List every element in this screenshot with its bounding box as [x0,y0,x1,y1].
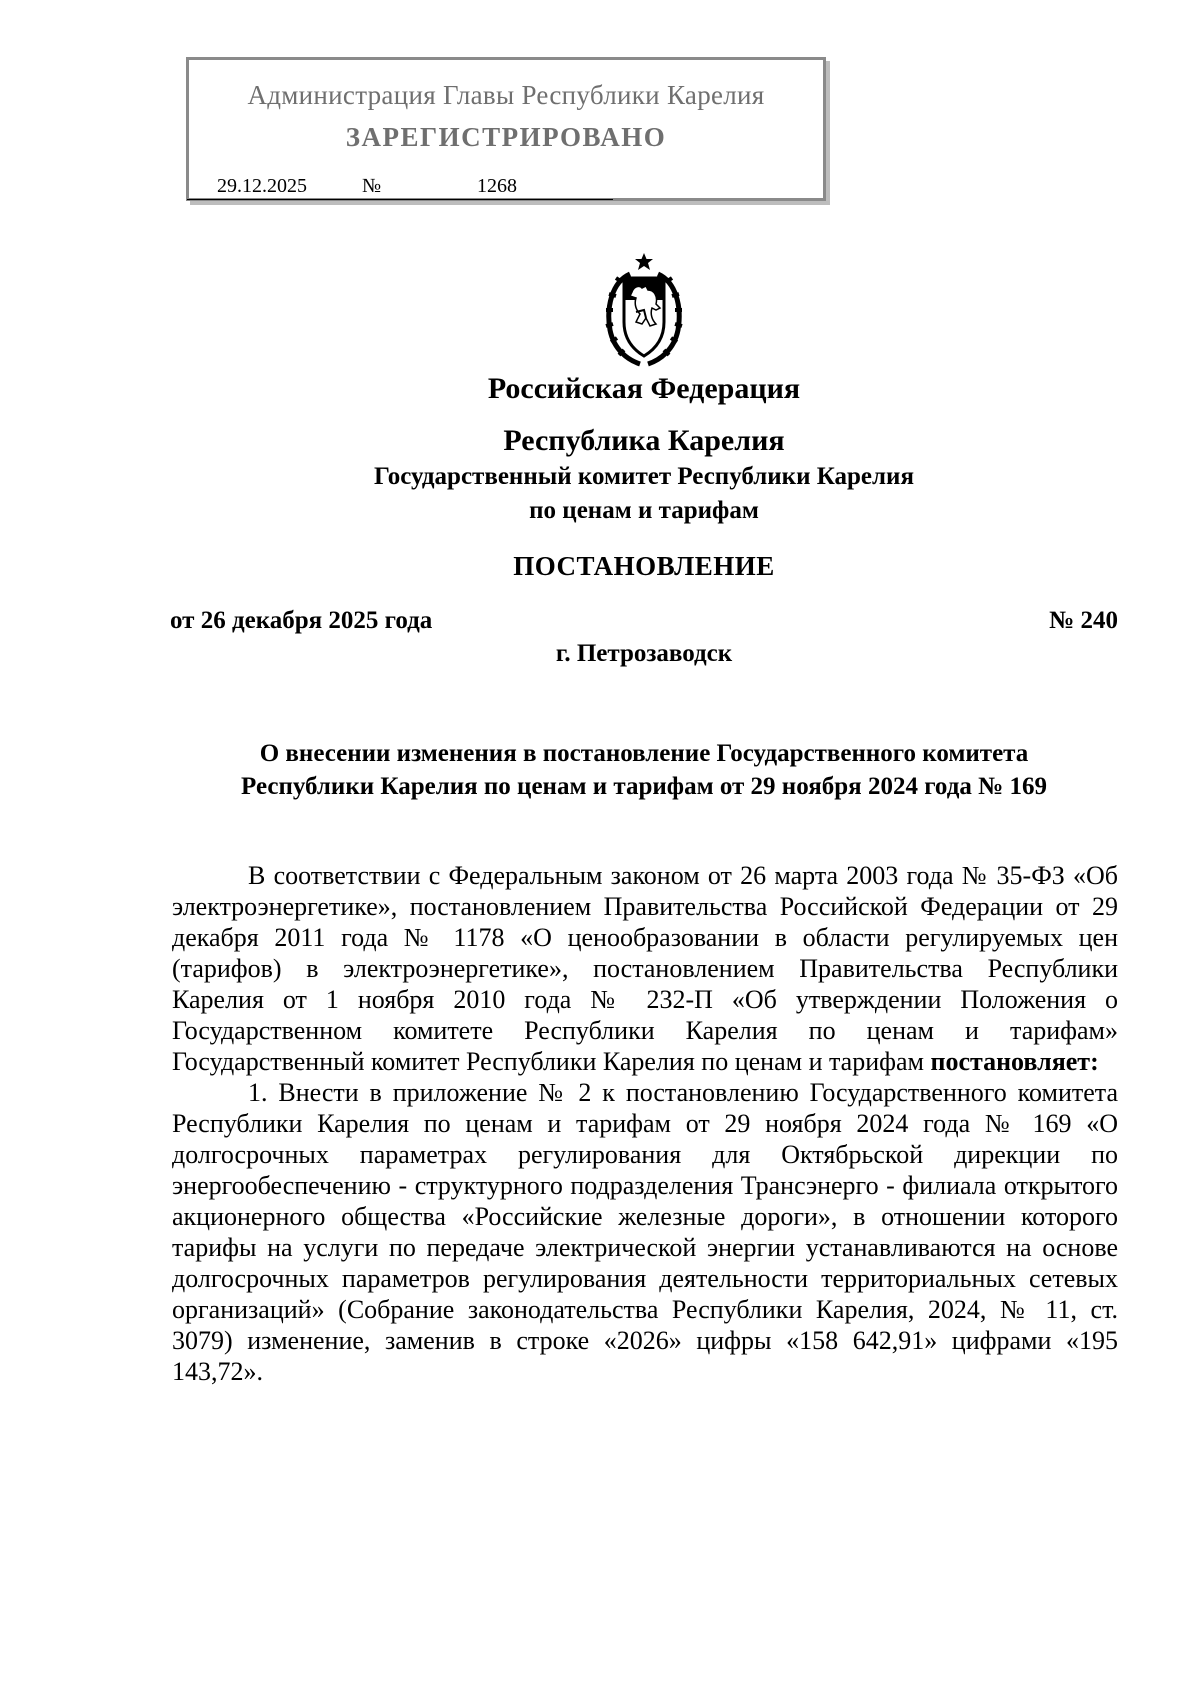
document-type: ПОСТАНОВЛЕНИЕ [513,551,775,581]
document-date: от 26 декабря 2025 года [170,607,433,634]
document-body [172,860,1118,1387]
body-paragraph-preamble [172,860,1118,1077]
preamble-resolves: постановляет: [930,1047,1099,1076]
registration-stamp [186,57,826,201]
preamble-text: В соответствии с Федеральным законом от 26 марта 2003 года № 35-ФЗ «Об электроэнергетике», постановлением Правительства Российской Федерации от 29 декабря 2011 года № 1178 «О ценообразовании в области регулируемых цен (тарифов) в электроэнергетике», постановлением Правительства Республики Карелия от 1 ноября 2010 года № 232-П «Об утверждении Положения о Государственном комитете Республики Карелия по ценам и тарифам» Государственный комитет Республики Карелия по ценам и тарифам [172,861,1118,1076]
document-city: г. Петрозаводск [555,640,733,667]
stamp-status: ЗАРЕГИСТРИРОВАНО [345,122,667,152]
body-paragraph-item-1: 1. Внести в приложение № 2 к постановлению Государственного комитета Республики Карелия по ценам и тарифам от 29 ноября 2024 года № 169 «О долгосрочных параметрах регулирования для Октябрьской дирекции по энергообеспечению - структурного подразделения Трансэнерго - филиала открытого акционерного общества «Российские железные дороги», в отношении которого тарифы на услуги по передаче электрической энергии устанавливаются на основе долгосрочных параметров регулирования деятельности территориальных сетевых организаций» (Собрание законодательства Республики Карелия, 2024, № 11, ст. 3079) изменение, заменив в строке «2026» цифры «158 642,91» цифрами «195 143,72». [172,1078,1118,1386]
stamp-organization: Администрация Главы Республики Карелия [247,80,765,110]
coat-of-arms-icon [600,252,688,368]
country-title: Российская Федерация [487,372,801,405]
stamp-registration-line [187,175,613,200]
stamp-number: 1268 [477,175,517,197]
subject-line1: О внесении изменения в постановление Государственного комитета [259,740,1029,767]
stamp-date: 29.12.2025 [217,175,307,197]
subject-line2: Республики Карелия по ценам и тарифам от 29 ноября 2024 года № 169 [241,773,1047,800]
document-subject [170,737,1118,803]
stamp-number-sign: № [362,175,382,197]
committee-title-line2: по ценам и тарифам [529,497,759,524]
republic-title: Республика Карелия [503,424,785,457]
document-number: № 240 [1049,607,1118,634]
committee-title-line1: Государственный комитет Республики Карелия [374,463,914,490]
